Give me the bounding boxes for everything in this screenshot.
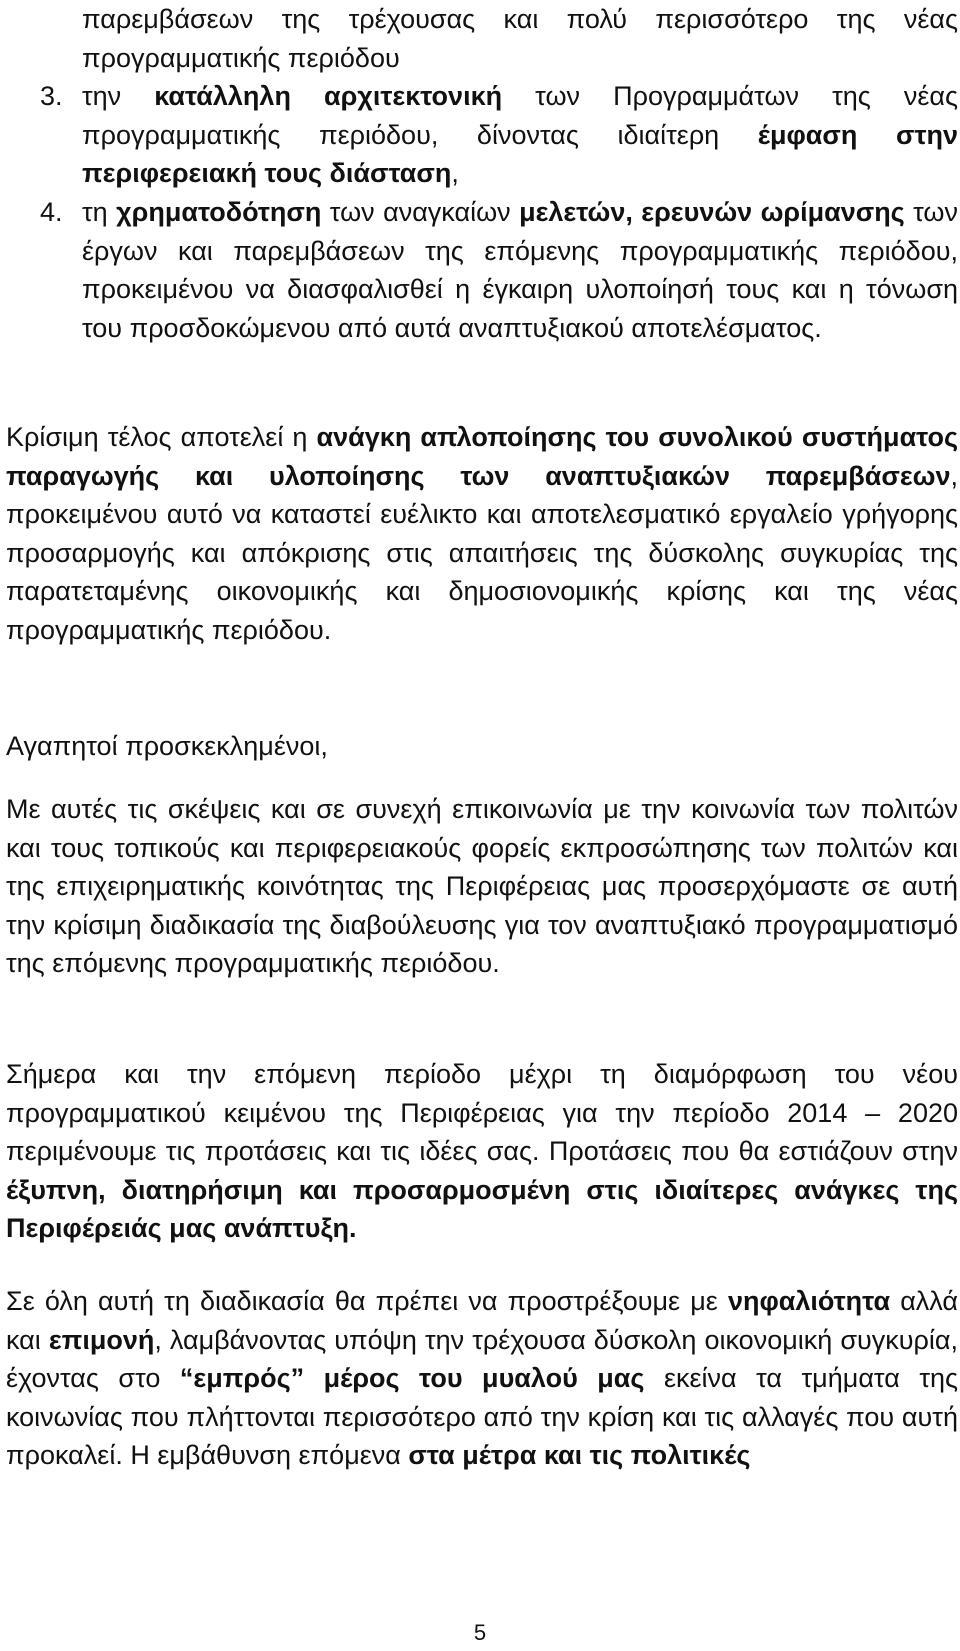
- greeting-text: Αγαπητοί προσκεκλημένοι,: [6, 731, 328, 761]
- page-number: 5: [473, 1620, 487, 1645]
- text-run: , προκειμένου αυτό να καταστεί ευέλικτο και αποτελεσματικό εργαλείο γρήγορης προσαρμογής και απόκρισης στις απαιτήσεις της δύσκολης συγκυρίας της παρατεταμένης οικονομικής και δημοσιονομικής κρίσης και της νέας προγραμματικής περιόδου.: [6, 460, 958, 645]
- text-run: την: [82, 81, 155, 112]
- bold-text: νηφαλιότητα: [727, 1286, 891, 1316]
- text-run: Σήμερα και την επόμενη περίοδο μέχρι τη διαμόρφωση του νέου προγραμματικού κειμένου της Περιφέρειας για την περίοδο 2014 – 2020 περιμένουμε τις προτάσεις και τις ιδέες σας. Προτάσεις που θα εστιάζουν στην: [6, 1059, 958, 1167]
- paragraph-process: [6, 1282, 958, 1475]
- bold-text: έξυπνη, διατηρήσιμη και προσαρμοσμένη στις ιδιαίτερες ανάγκες της Περιφέρειάς μας ανάπτυξη.: [6, 1174, 958, 1244]
- text-run: ,: [451, 158, 459, 189]
- text-run: των Προγραμμάτων της νέας προγραμματικής περιόδου, δίνοντας ιδιαίτερη: [82, 81, 959, 150]
- text-run: των έργων και παρεμβάσεων της επόμενης προγραμματικής περιόδου, προκειμένου να διασφαλισθεί η έγκαιρη υλοποίησή τους και η τόνωση του προσδοκώμενου από αυτά αναπτυξιακού αποτελέσματος.: [82, 196, 959, 343]
- bold-text: κατάλληλη αρχιτεκτονική: [154, 81, 503, 112]
- text-run: τη: [82, 196, 117, 227]
- list-item-4: [40, 193, 958, 347]
- paragraph-proposals: [6, 1055, 958, 1248]
- bold-text: χρηματοδότηση: [116, 196, 322, 227]
- bold-text: έμφαση στην περιφερειακή τους διάσταση: [82, 119, 958, 189]
- text-run: αλλά και: [6, 1286, 958, 1355]
- bold-text: στα μέτρα και τις πολιτικές: [408, 1440, 751, 1471]
- bold-text: “εμπρός” μέρος του μυαλού μας: [179, 1363, 645, 1394]
- text-run: των αναγκαίων: [321, 196, 520, 227]
- text-run: Κρίσιμη τέλος αποτελεί η: [6, 422, 317, 452]
- list-number: 3.: [40, 81, 63, 112]
- numbered-list: [40, 0, 958, 347]
- list-number: 4.: [40, 196, 63, 227]
- paragraph-consultation: [6, 790, 958, 983]
- bold-text: επιμονή: [48, 1324, 155, 1355]
- text-run: εκείνα τα τμήματα της κοινωνίας που πλήττονται περισσότερο από την κρίση και τις αλλαγές που αυτή προκαλεί. Η εμβάθυνση επόμενα: [6, 1363, 959, 1471]
- text-run: , λαμβάνοντας υπόψη την τρέχουσα δύσκολη οικονομική συγκυρία, έχοντας στο: [6, 1324, 958, 1394]
- paragraph-greeting: [6, 727, 958, 766]
- paragraph-simplification: [6, 418, 958, 650]
- bold-text: μελετών, ερευνών ωρίμανσης: [519, 196, 905, 227]
- paragraph-text: Με αυτές τις σκέψεις και σε συνεχή επικοινωνία με την κοινωνία των πολιτών και τους τοπικούς και περιφερειακούς φορείς εκπροσώπησης των πολιτών και της επιχειρηματικής κοινότητας της Περιφέρειας μας προσερχόμαστε σε αυτή την κρίσιμη διαδικασία της διαβούλευσης για τον αναπτυξιακό προγραμματισμό της επόμενης προγραμματικής περιόδου.: [6, 794, 958, 979]
- text-run: Σε όλη αυτή τη διαδικασία θα πρέπει να προστρέξουμε με: [6, 1286, 728, 1316]
- bold-text: ανάγκη απλοποίησης του συνολικού συστήματος παραγωγής και υλοποίησης των αναπτυξιακών παρεμβάσεων: [6, 422, 959, 491]
- list-item-3: [40, 77, 958, 193]
- list-item-2-continuation: παρεμβάσεων της τρέχουσας και πολύ περισσότερο της νέας προγραμματικής περιόδου: [82, 4, 958, 73]
